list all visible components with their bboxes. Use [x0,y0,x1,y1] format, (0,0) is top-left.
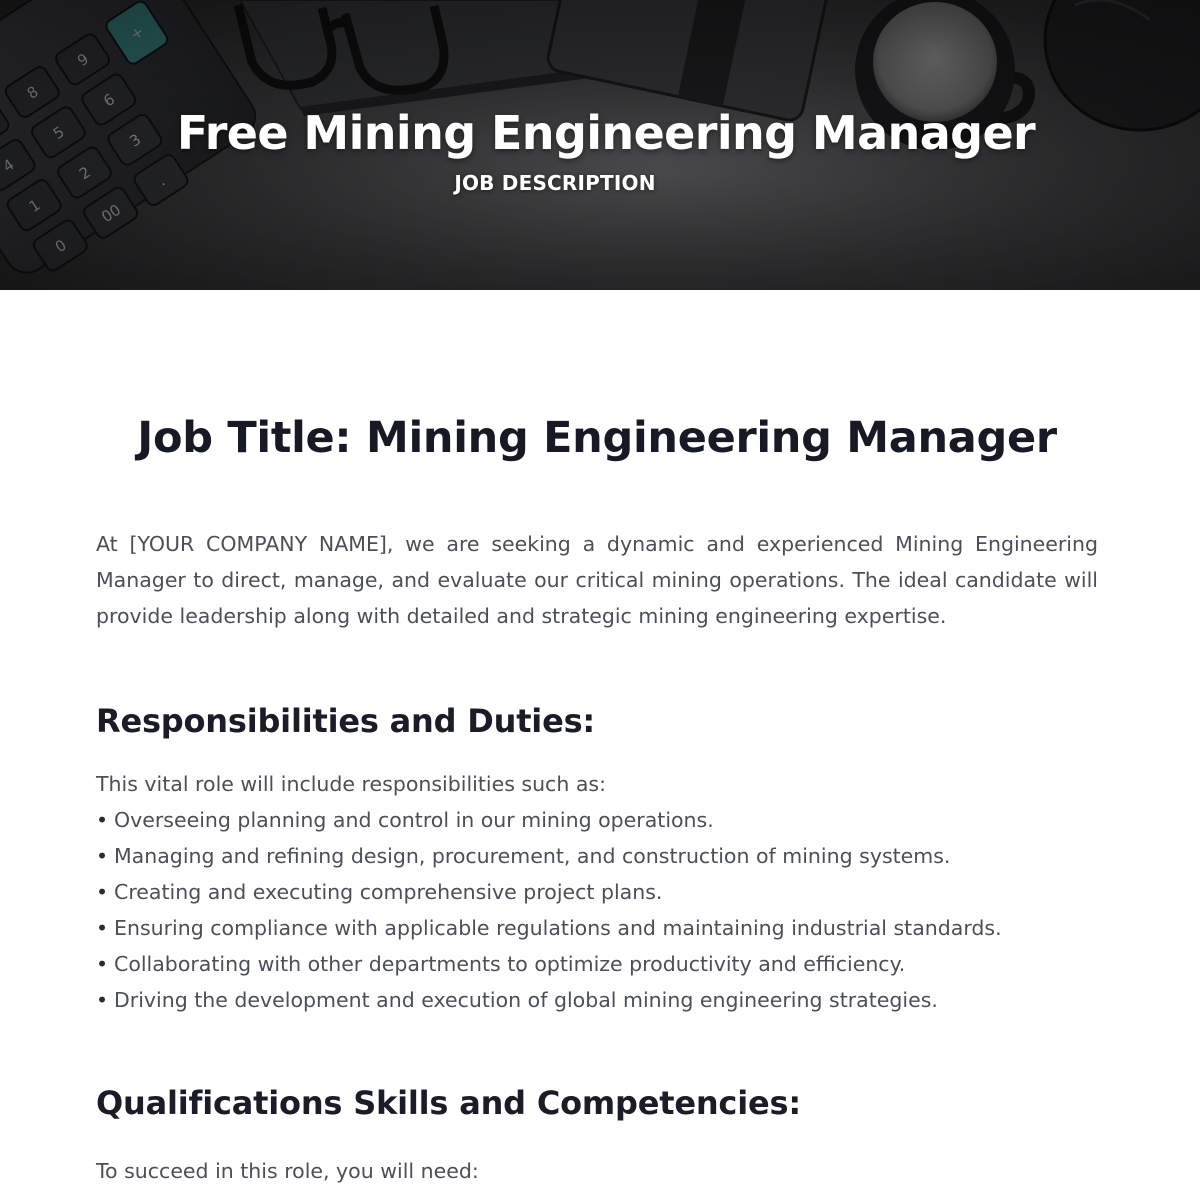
list-item: • Ensuring compliance with applicable regulations and maintaining industrial standards. [96,910,1098,946]
list-item: • Driving the development and execution of global mining engineering strategies. [96,982,1098,1018]
banner-subtitle: JOB DESCRIPTION [454,171,656,195]
job-title-heading: Job Title: Mining Engineering Manager [137,413,1057,463]
banner-title: Free Mining Engineering Manager [176,106,1036,160]
list-item: • Creating and executing comprehensive project plans. [96,874,1098,910]
list-item: • Overseeing planning and control in our mining operations. [96,802,1098,838]
intro-paragraph: At [YOUR COMPANY NAME], we are seeking a dynamic and experienced Mining Engineering Manager to direct, manage, and evaluate our critical mining operations. The ideal candidate will provide leadership along with detailed and strategic mining engineering expertise. [96,532,1098,628]
list-item: • Managing and refining design, procurement, and construction of mining systems. [96,838,1098,874]
header-banner [0,0,1200,290]
document-body [96,290,1098,1189]
bullet-icon: • [96,808,109,832]
bullet-icon: • [96,916,109,940]
bullet-icon: • [96,988,109,1012]
responsibilities-intro: This vital role will include responsibilities such as: [96,772,606,796]
bullet-icon: • [96,880,109,904]
bullet-icon: • [96,844,109,868]
responsibilities-heading: Responsibilities and Duties: [96,702,596,740]
bullet-icon: • [96,952,109,976]
responsibilities-list [96,802,1098,1018]
list-item: • Collaborating with other departments to optimize productivity and efficiency. [96,946,1098,982]
qualifications-intro: To succeed in this role, you will need: [96,1159,479,1183]
qualifications-heading: Qualifications Skills and Competencies: [96,1084,801,1122]
